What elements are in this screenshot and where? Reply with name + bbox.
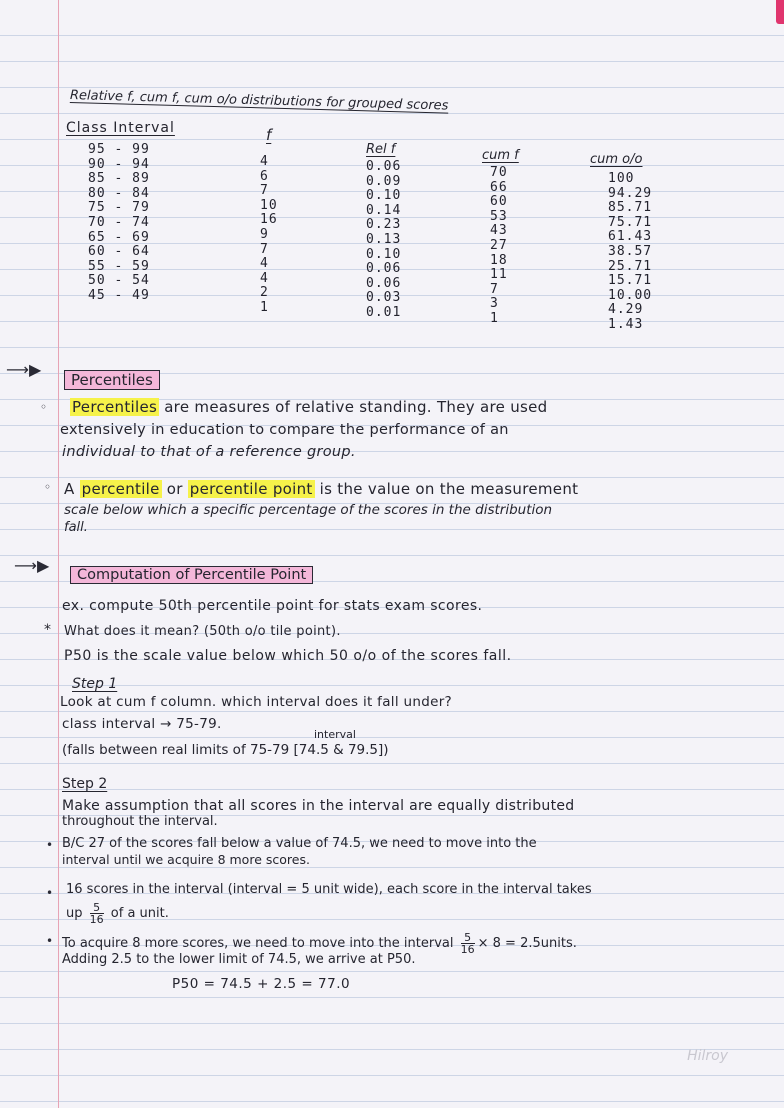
header-cum-pct: cum o/o <box>590 152 643 167</box>
arrow-icon: ⟶▶ <box>6 360 42 379</box>
cell-interval: 50 - 54 <box>88 273 150 289</box>
column-f <box>260 155 278 316</box>
step1-note: interval <box>314 728 356 741</box>
cell-cum-f: 7 <box>490 281 499 297</box>
cell-rel-f: 0.10 <box>366 246 402 262</box>
text: up <box>66 906 83 921</box>
step1-title: Step 1 <box>72 676 118 692</box>
cell-rel-f: 0.14 <box>366 202 402 218</box>
cell-cum-pct: 10.00 <box>608 287 653 303</box>
column-cum-pct <box>608 172 652 333</box>
cell-cum-f: 66 <box>490 179 508 195</box>
step2-bullet3-line2: Adding 2.5 to the lower limit of 74.5, we arrive at P50. <box>62 952 416 967</box>
step2-bullet1-line2: interval until we acquire 8 more scores. <box>62 852 310 867</box>
fraction <box>90 902 104 925</box>
header-f: f <box>266 126 272 144</box>
cell-f: 4 <box>260 154 269 169</box>
cell-rel-f: 0.23 <box>366 217 402 233</box>
cell-cum-pct: 75.71 <box>608 214 653 230</box>
text: × 8 = 2.5units. <box>477 936 577 951</box>
cell-cum-f: 27 <box>490 237 508 253</box>
meaning-text: P50 is the scale value below which 50 o/o of the scores fall. <box>64 648 512 664</box>
step2-bullet2-line2 <box>66 902 169 925</box>
page-tab <box>776 0 784 24</box>
cell-interval: 65 - 69 <box>88 229 150 245</box>
highlight-percentile: percentile <box>81 480 160 498</box>
step2-bullet1-line1: B/C 27 of the scores fall below a value of 74.5, we need to move into the <box>62 836 537 851</box>
percentile-point-definition-line2: scale below which a specific percentage of the scores in the distribution <box>64 502 553 518</box>
computation-heading: Computation of Percentile Point <box>70 566 313 584</box>
highlight-percentile-point: percentile point <box>189 480 313 498</box>
cell-interval: 80 - 84 <box>88 185 150 201</box>
cell-f: 9 <box>260 226 269 242</box>
cell-rel-f: 0.10 <box>366 188 402 204</box>
cell-rel-f: 0.06 <box>366 261 402 277</box>
cell-cum-f: 70 <box>490 165 508 180</box>
cell-rel-f: 0.09 <box>366 173 402 189</box>
cell-cum-pct: 38.57 <box>608 243 653 259</box>
text: or <box>161 480 188 498</box>
column-class-intervals <box>88 143 150 304</box>
cell-f: 2 <box>260 285 269 301</box>
step2-line1: Make assumption that all scores in the interval are equally distributed <box>62 798 575 814</box>
cell-f: 6 <box>260 168 269 184</box>
cell-f: 4 <box>260 270 269 286</box>
bullet-icon: ◦ <box>40 400 48 414</box>
cell-cum-pct: 15.71 <box>608 273 653 289</box>
cell-f: 10 <box>260 197 278 213</box>
example-text: ex. compute 50th percentile point for stats exam scores. <box>62 598 483 614</box>
cell-interval: 45 - 49 <box>88 287 150 303</box>
cell-interval: 70 - 74 <box>88 214 150 230</box>
cell-rel-f: 0.06 <box>366 275 402 291</box>
fraction <box>461 932 475 955</box>
percentiles-definition-line1 <box>70 398 547 416</box>
star-icon: * <box>44 622 51 638</box>
cell-rel-f: 0.06 <box>366 159 402 174</box>
header-rel-f: Rel f <box>366 142 396 157</box>
step2-bullet2-line1: 16 scores in the interval (interval = 5 unit wide), each score in the interval takes <box>66 882 592 897</box>
arrow-icon: ⟶▶ <box>14 556 50 575</box>
cell-rel-f: 0.13 <box>366 231 402 247</box>
fraction-denominator: 16 <box>89 913 104 926</box>
fraction-numerator: 5 <box>461 932 475 944</box>
step2-result: P50 = 74.5 + 2.5 = 77.0 <box>172 976 351 992</box>
cell-cum-pct: 25.71 <box>608 258 653 274</box>
percentile-point-definition-line3: fall. <box>64 520 88 535</box>
step1-line1: Look at cum f column. which interval does it fall under? <box>60 694 453 710</box>
cell-cum-pct: 94.29 <box>608 185 653 201</box>
percentiles-definition-line3: individual to that of a reference group. <box>62 444 356 460</box>
bullet-icon: • <box>46 934 54 948</box>
margin-line <box>58 0 59 1108</box>
cell-interval: 60 - 64 <box>88 244 150 260</box>
cell-f: 7 <box>260 183 269 199</box>
bullet-icon: ◦ <box>44 480 52 494</box>
cell-cum-f: 11 <box>490 267 508 283</box>
cell-rel-f: 0.03 <box>366 290 402 306</box>
cell-interval: 75 - 79 <box>88 200 150 216</box>
cell-interval: 95 - 99 <box>88 142 150 157</box>
percentiles-definition-line2: extensively in education to compare the performance of an <box>60 422 509 438</box>
text: is the value on the measurement <box>314 480 579 498</box>
header-class-interval: Class Interval <box>66 120 175 136</box>
column-rel-f <box>366 160 401 321</box>
bullet-icon: • <box>46 838 54 852</box>
cell-cum-f: 53 <box>490 208 508 224</box>
step1-line2: class interval → 75-79. <box>62 716 222 732</box>
cell-cum-f: 3 <box>490 296 499 312</box>
cell-cum-f: 1 <box>490 310 499 326</box>
cell-cum-pct: 100 <box>608 171 635 186</box>
cell-f: 1 <box>260 299 269 315</box>
step2-title: Step 2 <box>62 776 108 792</box>
cell-interval: 90 - 94 <box>88 156 150 172</box>
percentile-point-definition-line1 <box>64 480 578 498</box>
cell-rel-f: 0.01 <box>366 304 402 320</box>
fraction-numerator: 5 <box>90 902 104 914</box>
cell-interval: 85 - 89 <box>88 171 150 187</box>
text: A <box>64 480 80 498</box>
cell-cum-pct: 85.71 <box>608 200 653 216</box>
column-cum-f <box>490 166 508 327</box>
watermark: Hilroy <box>687 1048 728 1064</box>
text: To acquire 8 more scores, we need to move into the interval <box>62 936 454 951</box>
cell-cum-pct: 4.29 <box>608 302 644 318</box>
cell-f: 4 <box>260 256 269 272</box>
percentiles-heading: Percentiles <box>64 370 160 390</box>
cell-cum-f: 18 <box>490 252 508 268</box>
cell-cum-pct: 1.43 <box>608 316 644 332</box>
step1-line3: (falls between real limits of 75-79 [74.5 & 79.5]) <box>62 742 389 758</box>
page-title: Relative f, cum f, cum o/o distributions for grouped scores <box>69 88 449 114</box>
text: are measures of relative standing. They are used <box>159 398 548 416</box>
cell-interval: 55 - 59 <box>88 258 150 274</box>
cell-f: 16 <box>260 212 278 228</box>
text: of a unit. <box>110 906 169 921</box>
bullet-icon: • <box>46 886 54 900</box>
step2-line2: throughout the interval. <box>62 814 218 829</box>
cell-cum-pct: 61.43 <box>608 229 653 245</box>
fraction-denominator: 16 <box>460 943 475 956</box>
cell-f: 7 <box>260 241 269 257</box>
cell-cum-f: 60 <box>490 194 508 210</box>
cell-cum-f: 43 <box>490 223 508 239</box>
question-text: What does it mean? (50th o/o tile point). <box>64 624 341 639</box>
highlight-percentiles: Percentiles <box>72 398 158 416</box>
header-cum-f: cum f <box>482 148 519 163</box>
